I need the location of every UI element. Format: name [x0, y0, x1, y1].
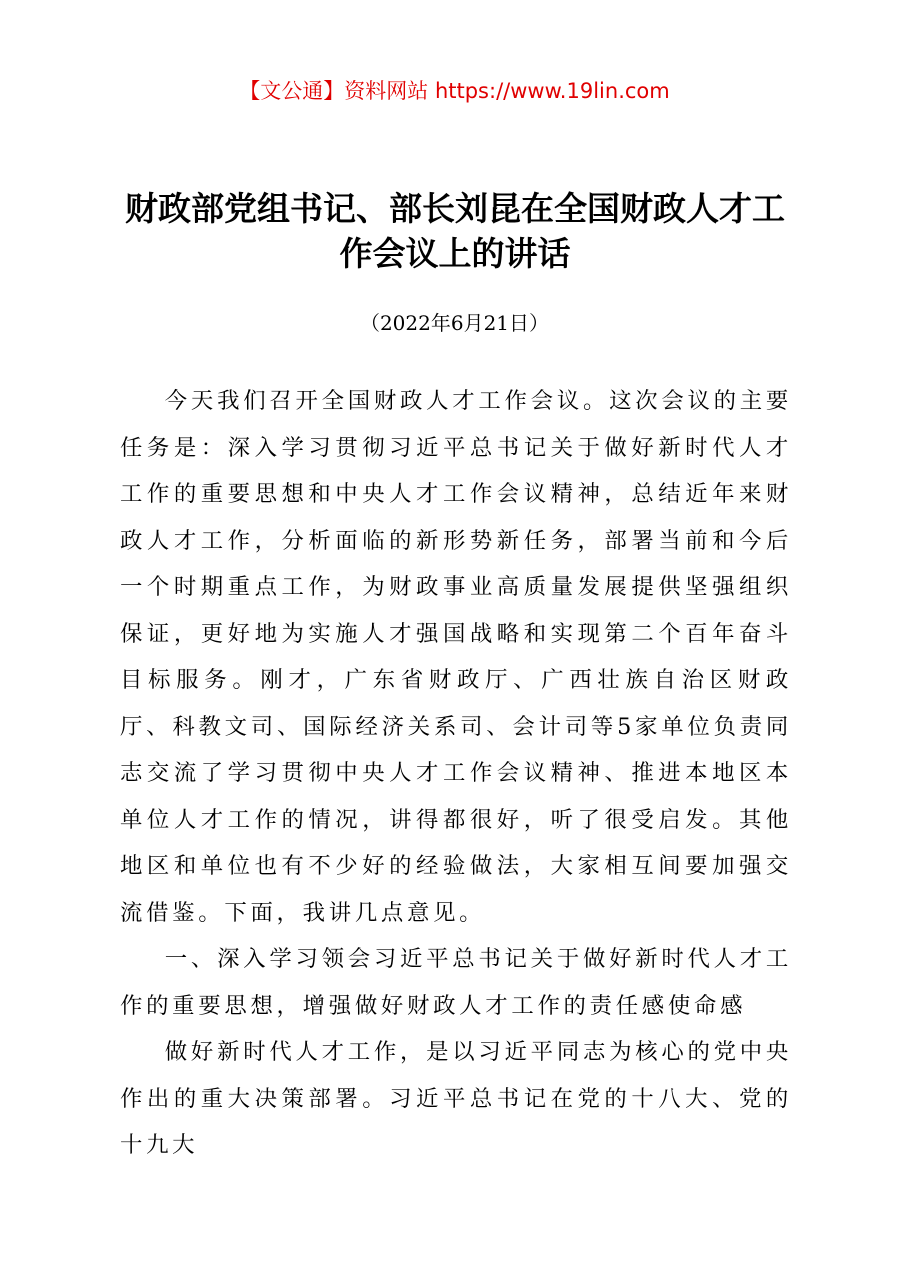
document-date: （2022年6月21日） [359, 311, 550, 335]
site-banner[interactable]: 【文公通】资料网站 https://www.19lin.com [239, 79, 670, 103]
document-body [120, 378, 792, 1169]
paragraph-section-one: 做好新时代人才工作，是以习近平同志为核心的党中央作出的重大决策部署。习近平总书记在党的十八大、党的十九大 [120, 1039, 792, 1158]
document-title: 财政部党组书记、部长刘昆在全国财政人才工作会议上的讲话 [125, 189, 785, 273]
paragraph-intro: 今天我们召开全国财政人才工作会议。这次会议的主要任务是：深入学习贯彻习近平总书记关于做好新时代人才工作的重要思想和中央人才工作会议精神，总结近年来财政人才工作，分析面临的新形势新任务，部署当前和今后一个时期重点工作，为财政事业高质量发展提供坚强组织保证，更好地为实施人才强国战略和实现第二个百年奋斗目标服务。刚才，广东省财政厅、广西壮族自治区财政厅、科教文司、国际经济关系司、会计司等5家单位负责同志交流了学习贯彻中央人才工作会议精神、推进本地区本单位人才工作的情况，讲得都很好，听了很受启发。其他地区和单位也有不少好的经验做法，大家相互间要加强交流借鉴。下面，我讲几点意见。 [120, 388, 792, 926]
section-heading-one: 一、深入学习领会习近平总书记关于做好新时代人才工作的重要思想，增强做好财政人才工作的责任感使命感 [120, 946, 792, 1019]
